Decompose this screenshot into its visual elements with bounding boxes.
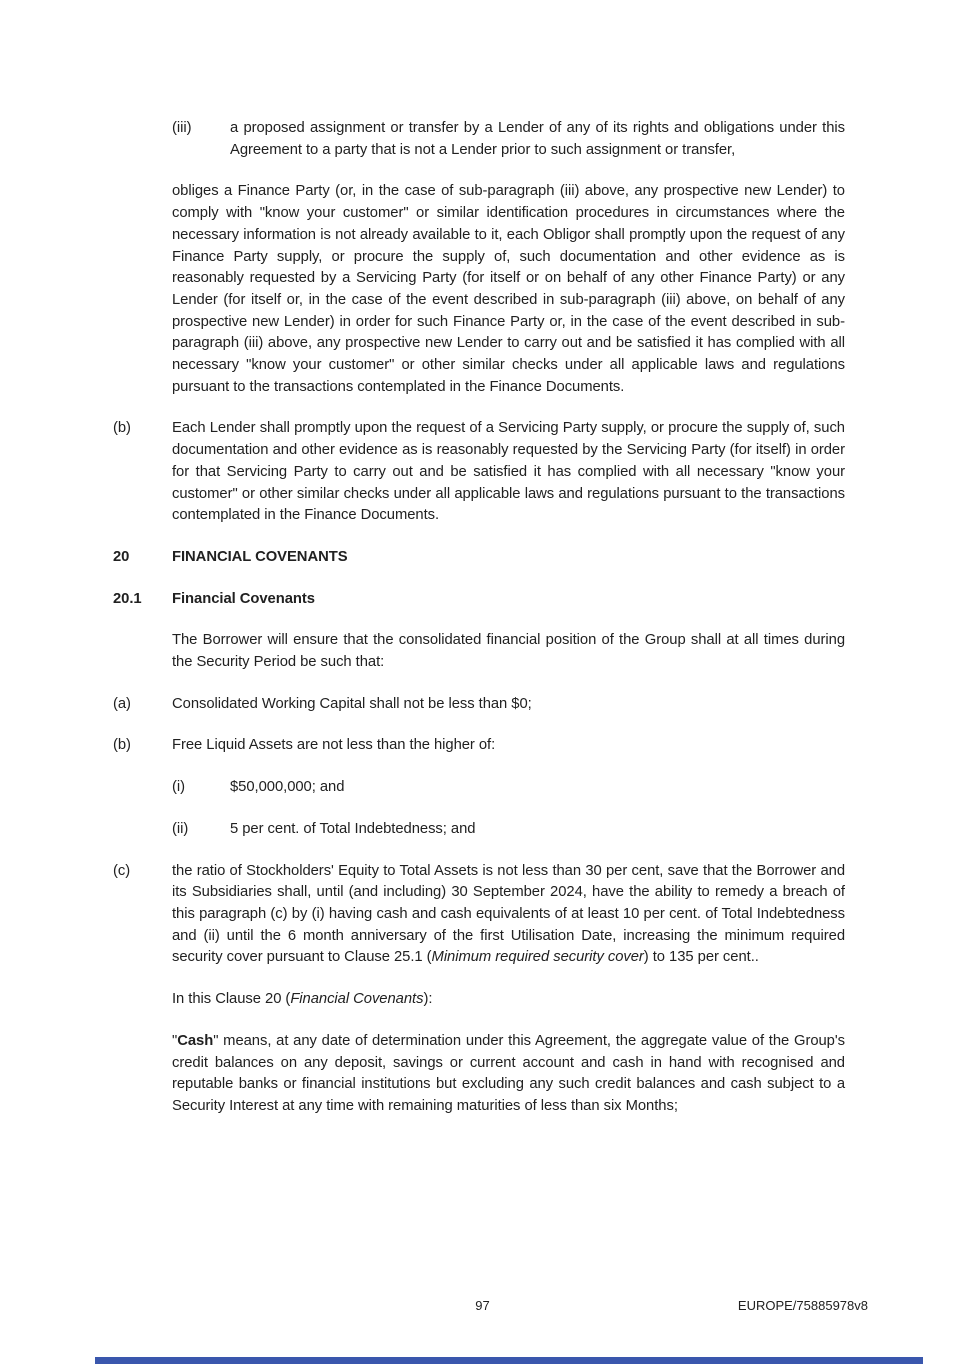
- paragraph-cash-definition: [172, 1031, 845, 1118]
- clause-c-text-italic: Minimum required security cover: [431, 949, 644, 966]
- clause-item-a-covenant: [113, 694, 845, 716]
- section-number-20: 20: [113, 548, 130, 565]
- clause-text-ii: 5 per cent. of Total Indebtedness; and: [230, 820, 476, 837]
- clause-text-iii: a proposed assignment or transfer by a Lender of any of its rights and obligations under this Agreement to a party that is not a Lender prior to such assignment or transfer,: [230, 120, 845, 158]
- clause-label-iii: (iii): [172, 120, 192, 136]
- clause-c-text-pre: the ratio of Stockholders' Equity to Total Assets is not less than 30 per cent, save that the Borrower and its Subsidiaries shall, until (and including) 30 September 2024, have the ability to remedy a breach of this paragraph (c) by (i) having cash and cash equivalents of at least 10 per cent. of Total Indebtedness and (ii) until the 6 month anniversary of the first Utilisation Date, increasing the minimum required security cover pursuant to Clause 25.1 (: [172, 862, 845, 966]
- section-title-20: FINANCIAL COVENANTS: [172, 548, 348, 565]
- clause-text-i: $50,000,000; and: [230, 779, 345, 796]
- clause-text-b: Each Lender shall promptly upon the request of a Servicing Party supply, or procure the supply of, such documentation and other evidence as is reasonably requested by the Servicing Party (for itself) in order for that Servicing Party to carry out and be satisfied it has complied with all necessary "know your customer" or other similar checks under all applicable laws and regulations pursuant to the transactions contemplated in the Finance Documents.: [172, 420, 845, 524]
- section-heading-20: [113, 547, 845, 569]
- document-content: [113, 118, 845, 1138]
- clause-item-b-covenant: [113, 735, 845, 757]
- clause-text-a-covenant: Consolidated Working Capital shall not be less than $0;: [172, 695, 532, 712]
- clause-item-i: [172, 777, 845, 799]
- cash-definition-term: Cash: [177, 1032, 214, 1049]
- cash-definition-body: " means, at any date of determination under this Agreement, the aggregate value of the Group's credit balances on any deposit, savings or current account and cash in hand with recognised and reputable banks or financial institutions but excluding any such credit balances and cash subject to a Security Interest at any time with remaining maturities of less than six Months;: [172, 1032, 845, 1114]
- section-number-20-1: 20.1: [113, 590, 142, 607]
- clause-label-c-covenant: (c): [113, 862, 131, 879]
- clause-label-b: (b): [113, 420, 131, 437]
- page-number: 97: [475, 1298, 490, 1313]
- bottom-blue-bar: [95, 1357, 923, 1364]
- paragraph-obliges: obliges a Finance Party (or, in the case of sub-paragraph (iii) above, any prospective new Lender) to comply with "know your customer" or similar identification procedures in circumstances where the necessary information is not already available to it, each Obligor shall promptly upon the request of any Finance Party supply, or procure the supply of, such documentation and other evidence as is reasonably requested by a Servicing Party (for itself or on behalf of any other Finance Party) or any Lender (for itself or, in the case of the event described in sub-paragraph (iii) above, on behalf of any prospective new Lender) in order for such Finance Party or, in the case of the event described in sub-paragraph (iii) above, any prospective new Lender to carry out and be satisfied it has complied with all necessary "know your customer" or other similar checks under all applicable laws and regulations pursuant to the transactions contemplated in the Finance Documents.: [172, 183, 845, 395]
- clause-item-iii: [172, 118, 845, 161]
- clause-label-i: (i): [172, 779, 185, 796]
- section-heading-20-1: [113, 589, 845, 611]
- paragraph-clause20-intro: [172, 989, 845, 1011]
- page-footer: [0, 1298, 965, 1316]
- clause-item-c-covenant: [113, 861, 845, 970]
- clause-item-ii: [172, 819, 845, 841]
- clause-text-c-covenant: [172, 861, 845, 970]
- paragraph-borrower: The Borrower will ensure that the consolidated financial position of the Group shall at all times during the Security Period be such that:: [172, 632, 845, 671]
- clause20-intro-pre: In this Clause 20 (: [172, 991, 291, 1008]
- clause-item-b: [113, 418, 845, 527]
- clause20-intro-italic: Financial Covenants: [290, 991, 424, 1008]
- clause-label-ii: (ii): [172, 820, 189, 837]
- clause20-intro-post: ):: [423, 991, 433, 1008]
- clause-label-a-covenant: (a): [113, 695, 131, 712]
- section-title-20-1: Financial Covenants: [172, 590, 315, 607]
- clause-c-text-post: ) to 135 per cent..: [643, 949, 759, 966]
- document-reference: EUROPE/75885978v8: [737, 1298, 868, 1313]
- clause-text-b-covenant: Free Liquid Assets are not less than the higher of:: [172, 737, 496, 754]
- clause-label-b-covenant: (b): [113, 737, 131, 754]
- cash-definition-open-quote: ": [172, 1032, 178, 1049]
